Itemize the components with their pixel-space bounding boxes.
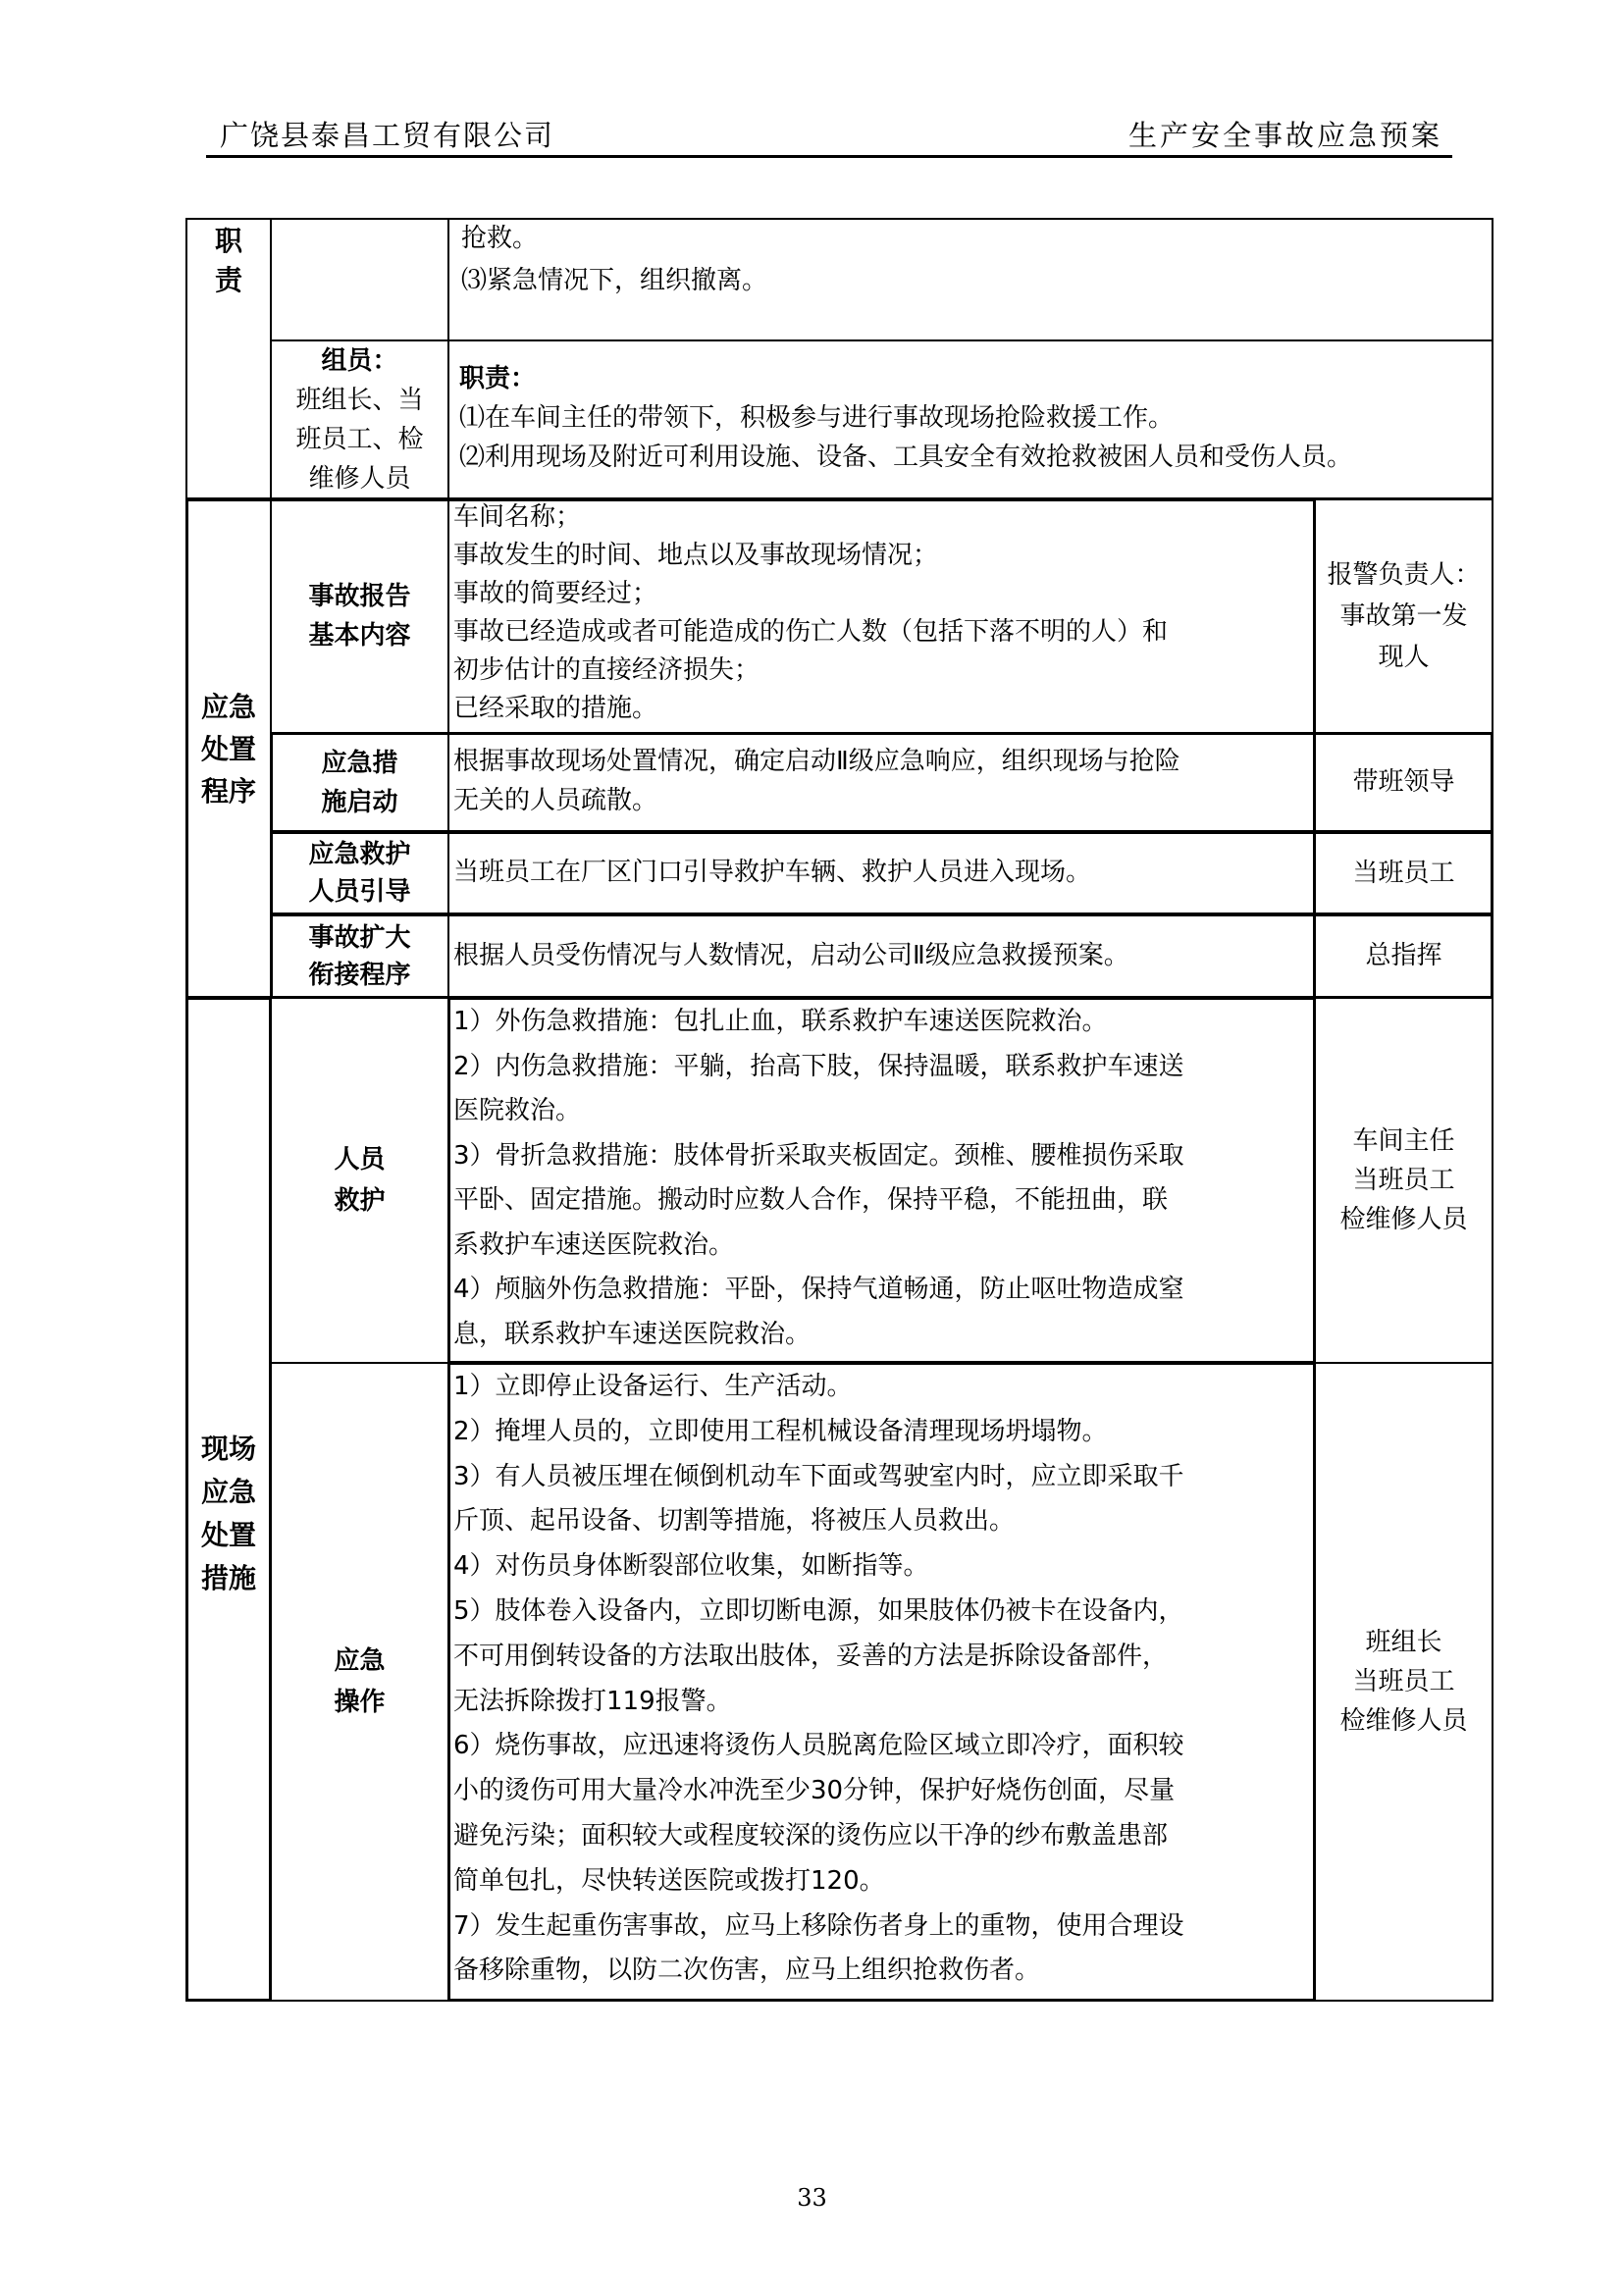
- proc-row4-owner: 总指挥: [1365, 941, 1442, 970]
- member-duty: 职责： ⑴在车间主任的带领下，积极参与进行事故现场抢险救援工作。 ⑵利用现场及附近可利用设施、设备、工具安全有效抢救被困人员和受伤人员。: [459, 364, 1353, 472]
- proc-row2-owner: 带班领导: [1352, 767, 1455, 797]
- measures-label: 现场 应急 处置 措施: [200, 1433, 256, 1594]
- text-line: 事故发生的时间、地点以及事故现场情况；: [453, 541, 939, 570]
- text-line: 根据事故现场处置情况，确定启动Ⅱ级应急响应，组织现场与抢险: [453, 747, 1180, 776]
- text-line: 4）颅脑外伤急救措施：平卧，保持气道畅通，防止呕吐物造成窒: [453, 1275, 1184, 1304]
- text-line: 已经采取的措施。: [453, 694, 658, 723]
- proc-row1-name: 事故报告 基本内容: [308, 582, 411, 651]
- text-line: 3）骨折急救措施：肢体骨折采取夹板固定。颈椎、腰椎损伤采取: [453, 1140, 1184, 1171]
- proc-row1-content: [453, 498, 1312, 728]
- text-line: 车间名称；: [453, 502, 582, 532]
- page-number: 33: [797, 2184, 827, 2212]
- text-line: 4）对伤员身体断裂部位收集，如断指等。: [453, 1551, 929, 1582]
- meas-row2-owner: 班组长 当班员工 检维修人员: [1339, 1628, 1468, 1736]
- text-line: 息，联系救护车速送医院救治。: [453, 1319, 812, 1349]
- text-line: 1）外伤急救措施：包扎止血，联系救护车速送医院救治。: [453, 1007, 1108, 1036]
- text-line: ⑶紧急情况下，组织撤离。: [461, 266, 768, 295]
- proc-row2-name: 应急措 施启动: [321, 748, 398, 817]
- text-line: 斤顶、起吊设备、切割等措施，将被压人员救出。: [453, 1506, 1016, 1537]
- text-line: 平卧、固定措施。搬动时应数人合作，保持平稳，不能扭曲，联: [453, 1185, 1169, 1215]
- text-line: 2）内伤急救措施：平躺，抬高下肢，保持温暖，联系救护车速送: [453, 1051, 1184, 1081]
- text-line: 根据人员受伤情况与人数情况，启动公司Ⅱ级应急救援预案。: [453, 941, 1129, 970]
- text-line: 初步估计的直接经济损失；: [453, 655, 760, 685]
- text-line: 无关的人员疏散。: [453, 786, 658, 815]
- company-name: 广饶县泰昌工贸有限公司: [220, 119, 555, 152]
- duty-role-empty-cell: [270, 218, 449, 341]
- proc-row3-content: [453, 852, 1312, 894]
- duty-label: 职 责: [214, 225, 242, 296]
- proc-row3-owner: 当班员工: [1352, 858, 1455, 888]
- document-title: 生产安全事故应急预案: [1127, 119, 1442, 152]
- text-line: 2）掩埋人员的，立即使用工程机械设备清理现场坍塌物。: [453, 1416, 1108, 1446]
- text-line: 3）有人员被压埋在倾倒机动车下面或驾驶室内时，应立即采取千: [453, 1461, 1184, 1491]
- text-line: 抢救。: [461, 224, 539, 253]
- text-line: 医院救治。: [453, 1096, 582, 1125]
- text-line: 小的烫伤可用大量冷水冲洗至少30分钟，保护好烧伤创面，尽量: [453, 1776, 1176, 1806]
- text-line: 6）烧伤事故，应迅速将烫伤人员脱离危险区域立即冷疗，面积较: [453, 1731, 1184, 1761]
- meas-row1-owner: 车间主任 当班员工 检维修人员: [1339, 1126, 1468, 1234]
- meas-row2-name: 应急 操作: [334, 1646, 386, 1717]
- text-line: 简单包扎，尽快转送医院或拨打120。: [453, 1865, 885, 1896]
- text-line: 7）发生起重伤害事故，应马上移除伤者身上的重物，使用合理设: [453, 1910, 1184, 1941]
- text-line: 无法拆除拨打119报警。: [453, 1686, 732, 1716]
- member-role: 组员： 班组长、当 班员工、检 维修人员: [295, 346, 424, 494]
- text-line: 事故的简要经过；: [453, 579, 658, 608]
- procedure-label: 应急 处置 程序: [200, 690, 256, 808]
- page-header: [206, 108, 1452, 157]
- proc-row1-owner: 报警负责人： 事故第一发 现人: [1327, 560, 1481, 672]
- text-line: 系救护车速送医院救治。: [453, 1229, 735, 1260]
- text-line: 避免污染；面积较大或程度较深的烫伤应以干净的纱布敷盖患部: [453, 1820, 1169, 1851]
- proc-row2-content: [453, 742, 1312, 820]
- proc-row3-name: 应急救护 人员引导: [308, 840, 411, 907]
- header-rule: [206, 155, 1452, 158]
- proc-row4-name: 事故扩大 衔接程序: [308, 922, 411, 990]
- text-line: 事故已经造成或者可能造成的伤亡人数（包括下落不明的人）和: [453, 617, 1169, 647]
- duty-continuation: [461, 218, 1482, 302]
- text-line: 当班员工在厂区门口引导救护车辆、救护人员进入现场。: [453, 858, 1092, 887]
- meas-row2-content: [453, 1365, 1312, 1994]
- text-line: 备移除重物，以防二次伤害，应马上组织抢救伤者。: [453, 1956, 1041, 1986]
- meas-row1-content: [453, 1000, 1312, 1357]
- text-line: 1）立即停止设备运行、生产活动。: [453, 1372, 853, 1401]
- proc-row4-content: [453, 935, 1312, 977]
- text-line: 不可用倒转设备的方法取出肢体，妥善的方法是拆除设备部件，: [453, 1641, 1169, 1671]
- meas-row1-name: 人员 救护: [334, 1145, 386, 1216]
- text-line: 5）肢体卷入设备内，立即切断电源，如果肢体仍被卡在设备内，: [453, 1595, 1184, 1626]
